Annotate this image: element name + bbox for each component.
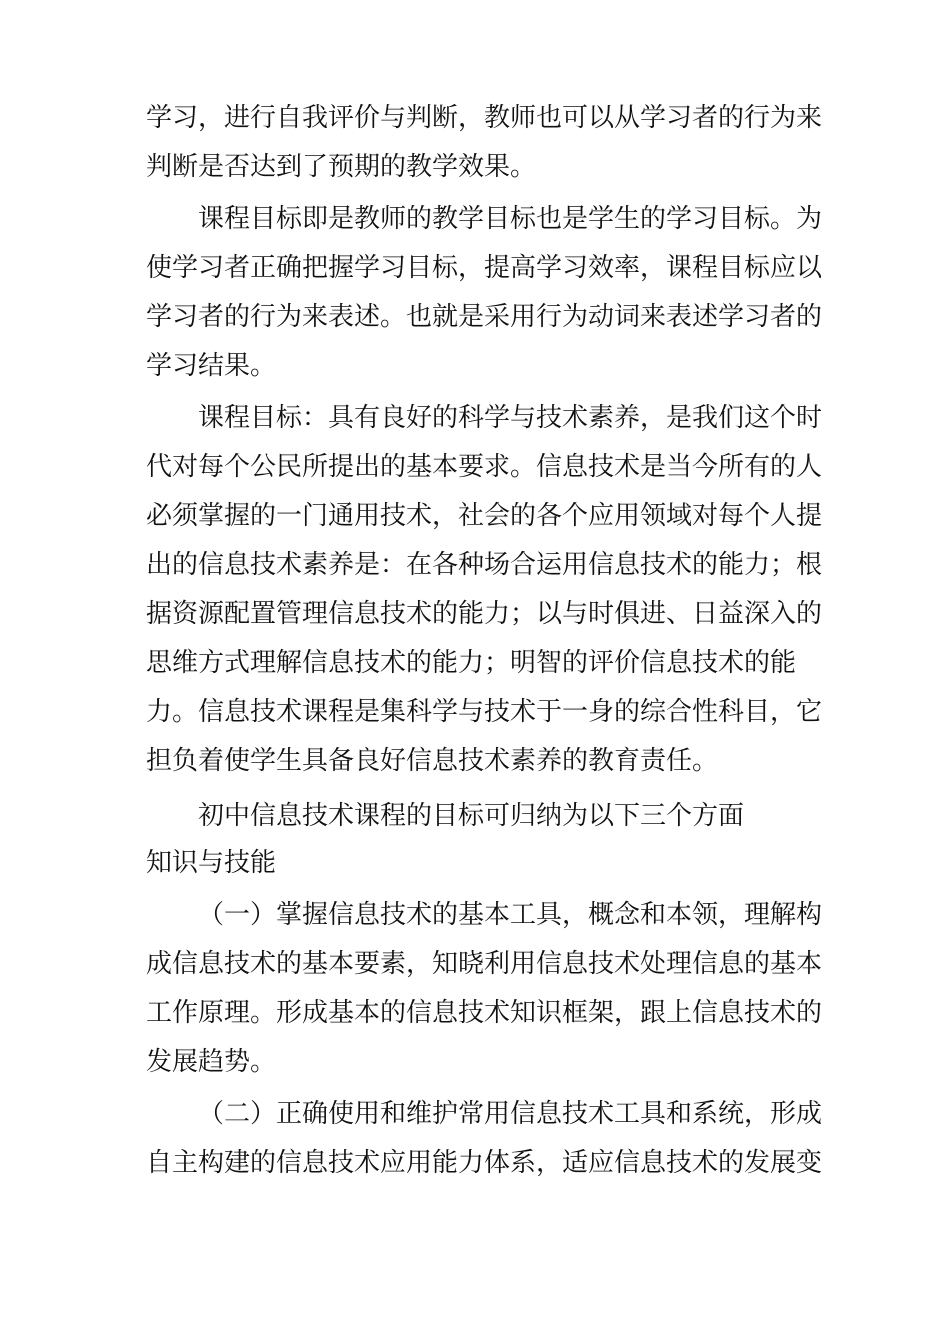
text-line-3: 课程目标即是教师的教学目标也是学生的学习目标。为 [198,204,823,234]
text-line-5: 学习者的行为来表述。也就是采用行为动词来表述学习者的 [146,302,823,332]
text-line-20: 发展趋势。 [146,1047,277,1077]
text-line-2: 判断是否达到了预期的教学效果。 [146,152,537,182]
text-line-8: 代对每个公民所提出的基本要求。信息技术是当今所有的人 [146,452,823,482]
text-line-6: 学习结果。 [146,351,277,381]
text-line-18: 成信息技术的基本要素，知晓利用信息技术处理信息的基本 [146,949,823,979]
text-line-7: 课程目标：具有良好的科学与技术素养，是我们这个时 [198,403,823,433]
text-line-16: 知识与技能 [146,848,277,878]
text-line-9: 必须掌握的一门通用技术，社会的各个应用领域对每个人提 [146,501,823,531]
text-line-19: 工作原理。形成基本的信息技术知识框架，跟上信息技术的 [146,998,823,1028]
text-line-12: 思维方式理解信息技术的能力；明智的评价信息技术的能 [146,648,797,678]
text-line-10: 出的信息技术素养是：在各种场合运用信息技术的能力；根 [146,550,823,580]
text-line-17: （一）掌握信息技术的基本工具，概念和本领，理解构 [198,900,823,930]
text-line-15: 初中信息技术课程的目标可归纳为以下三个方面 [198,801,745,831]
text-line-11: 据资源配置管理信息技术的能力；以与时俱进、日益深入的 [146,599,823,629]
text-line-21: （二）正确使用和维护常用信息技术工具和系统，形成 [198,1099,823,1129]
text-line-13: 力。信息技术课程是集科学与技术于一身的综合性科目，它 [146,697,823,727]
text-line-22: 自主构建的信息技术应用能力体系，适应信息技术的发展变 [146,1148,823,1178]
text-line-4: 使学习者正确把握学习目标，提高学习效率，课程目标应以 [146,253,823,283]
text-line-1: 学习，进行自我评价与判断，教师也可以从学习者的行为来 [146,103,823,133]
text-line-14: 担负着使学生具备良好信息技术素养的教育责任。 [146,746,719,776]
